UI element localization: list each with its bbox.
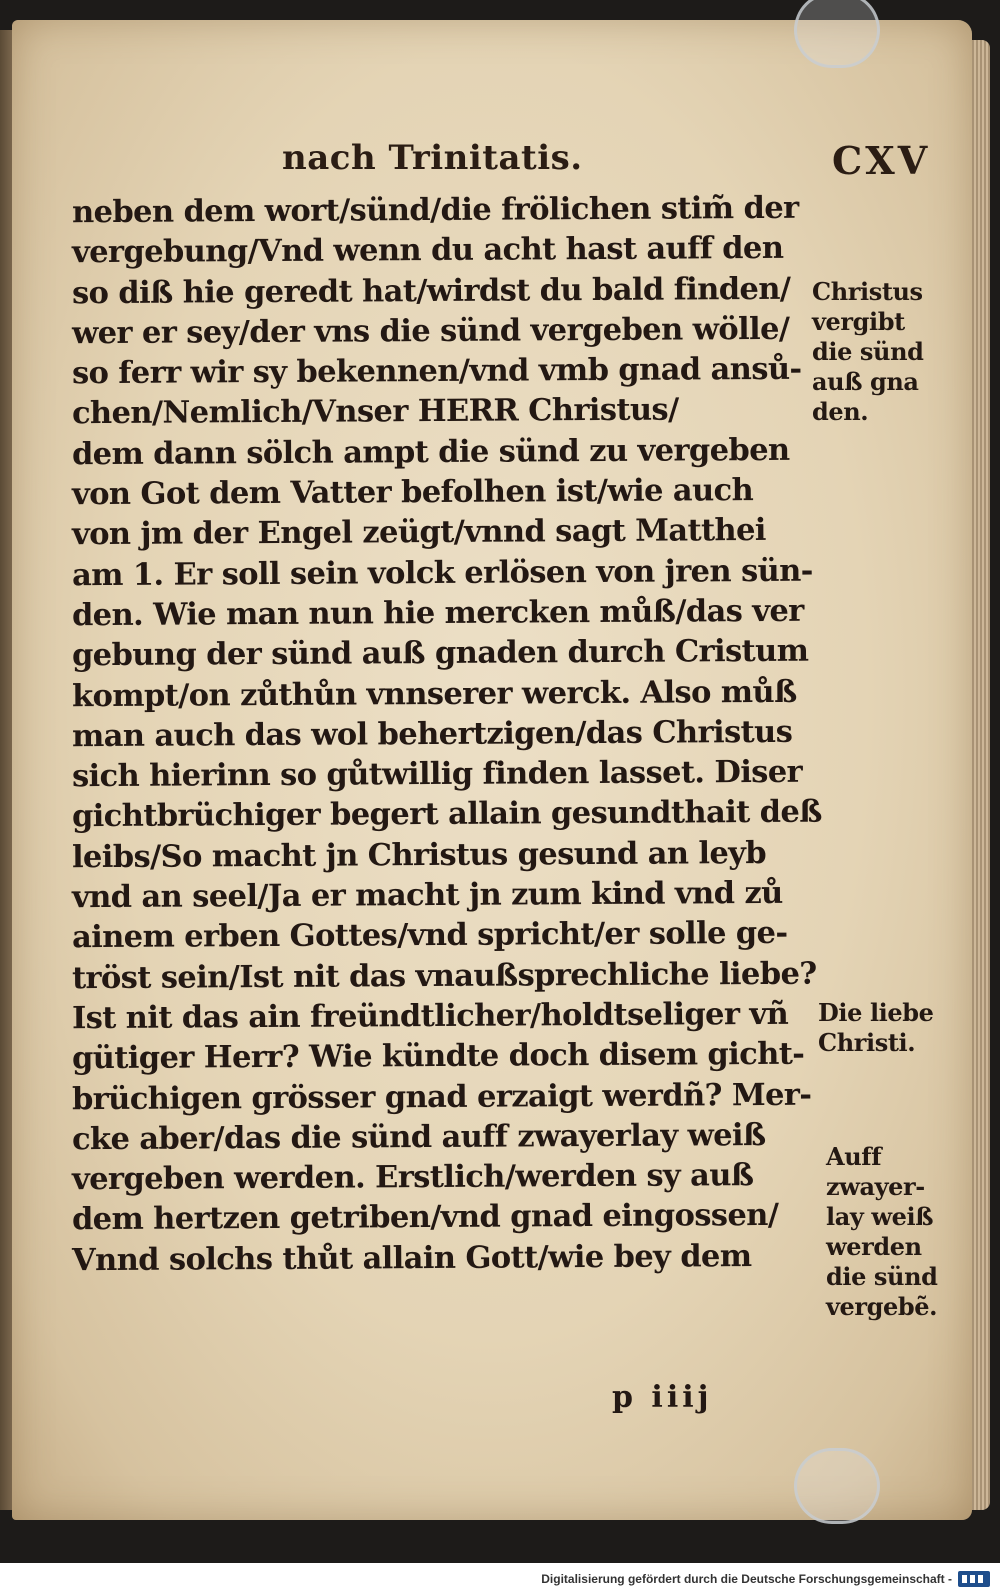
folio-number: CXV (832, 138, 931, 183)
text-line: leibs/So macht jn Christus gesund an leyb (71, 834, 767, 875)
book-clip-bottom (794, 1448, 880, 1524)
text-line: Vnnd solchs thůt allain Gott/wie bey dem (71, 1237, 752, 1278)
margin-note-line: die sünd (812, 337, 924, 366)
footer-strip (0, 1563, 1000, 1593)
text-line: so diß hie geredt hat/wirdst du bald finden/ (71, 270, 791, 311)
text-line: wer er sey/der vns die sünd vergeben wölle/ (71, 310, 790, 352)
margin-note-line: vergibt (812, 307, 905, 336)
text-line: so ferr wir sy bekennen/vnd vmb gnad ansů- (71, 350, 802, 392)
text-line: dem hertzen getriben/vnd gnad eingossen/ (71, 1197, 779, 1238)
margin-note-christus (812, 277, 924, 427)
margin-note-line: Christi. (818, 1028, 916, 1057)
text-line: vergeben werden. Erstlich/werden sy auß (71, 1157, 754, 1198)
text-line: cke aber/das die sünd auff zwayerlay weiß (71, 1116, 766, 1158)
margin-note-line: auß gna (812, 367, 919, 396)
margin-note-line: vergebẽ. (826, 1292, 938, 1321)
margin-note-zwayerlay (826, 1142, 938, 1322)
text-line: gütiger Herr? Wie kündte doch disem gicht- (71, 1035, 805, 1077)
text-line: kompt/on zůthůn vnnserer werck. Also můß (71, 673, 797, 714)
book-clip-top (794, 0, 880, 68)
margin-note-line: Auff (826, 1142, 882, 1171)
text-line: von Got dem Vatter befolhen ist/wie auch (71, 472, 754, 513)
margin-note-line: Die liebe (818, 998, 934, 1027)
text-line: gebung der sünd auß gnaden durch Cristum (71, 632, 809, 674)
margin-note-line: die sünd (826, 1262, 938, 1291)
text-line: vergebung/Vnd wenn du acht hast auff den (71, 230, 784, 271)
text-line: am 1. Er soll sein volck erlösen von jren sün- (71, 552, 813, 593)
signature-mark: p iiij (612, 1380, 713, 1415)
margin-note-line: zwayer- (826, 1172, 925, 1201)
margin-note-line: werden (826, 1232, 922, 1261)
text-line: ainem erben Gottes/vnd spricht/er solle ge- (71, 915, 788, 956)
text-line: den. Wie man nun hie mercken můß/das ver (71, 592, 804, 634)
text-line: von jm der Engel zeügt/vnnd sagt Matthei (71, 512, 766, 553)
dfg-logo (958, 1571, 990, 1587)
margin-note-line: den. (812, 397, 869, 426)
margin-note-line: Christus (812, 277, 923, 306)
body-text (71, 189, 822, 1278)
text-line: tröst sein/Ist nit das vnaußsprechliche liebe? (71, 955, 817, 996)
text-line: dem dann sölch ampt die sünd zu vergeben (71, 431, 790, 473)
text-line: sich hierinn so gůtwillig finden lasset. Diser (71, 753, 803, 795)
book-page (12, 20, 972, 1520)
funding-credit: Digitalisierung gefördert durch die Deutsche Forschungsgemeinschaft - (541, 1572, 952, 1586)
text-line: chen/Nemlich/Vnser HERR Christus/ (71, 392, 679, 432)
margin-note-liebe (818, 998, 934, 1058)
running-head: nach Trinitatis. (282, 138, 583, 178)
margin-note-line: lay weiß (826, 1202, 934, 1231)
text-line: man auch das wol behertzigen/das Christus (71, 713, 793, 755)
text-line: brüchigen grösser gnad erzaigt werdñ? Mer- (71, 1076, 812, 1117)
text-line: vnd an seel/Ja er macht jn zum kind vnd zů (71, 874, 783, 916)
text-line: neben dem wort/sünd/die frölichen stim̃ der (71, 189, 799, 231)
text-line: Ist nit das ain freündtlicher/holdtseliger vñ (71, 995, 789, 1037)
text-line: gichtbrüchiger begert allain gesundthait deß (71, 794, 822, 835)
